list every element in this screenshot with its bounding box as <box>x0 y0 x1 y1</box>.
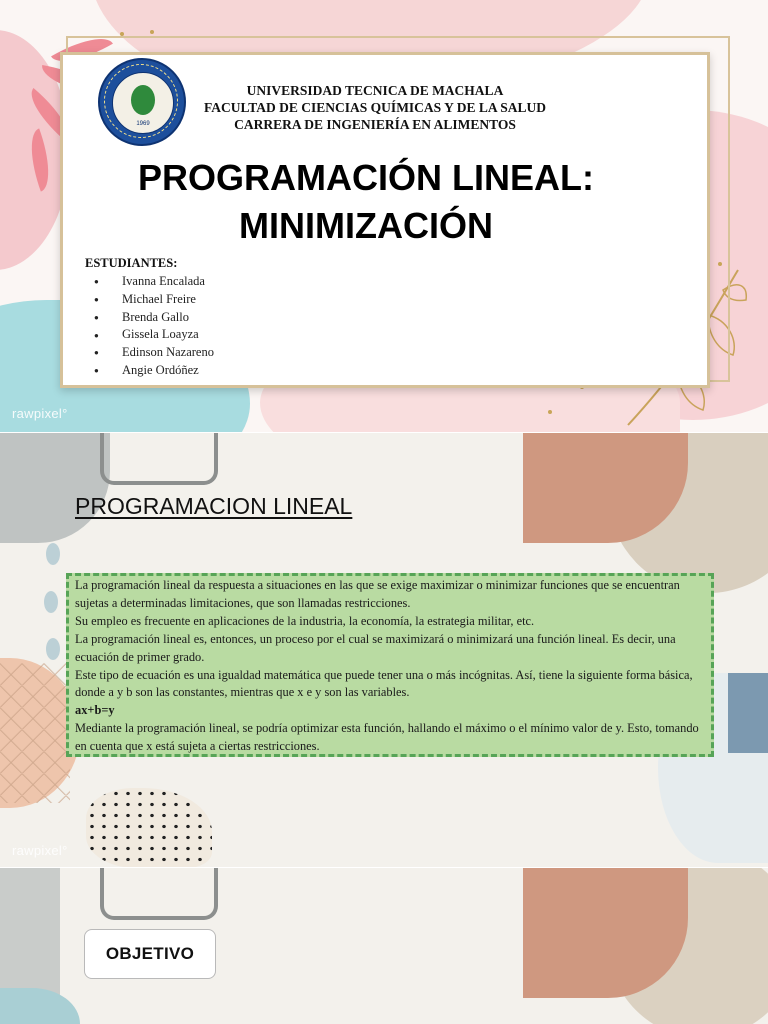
student-name: Michael Freire <box>122 291 196 306</box>
career-name: CARRERA DE INGENIERÍA EN ALIMENTOS <box>234 117 516 132</box>
decor-paper-scrap <box>0 433 110 543</box>
decor-dots-pattern <box>86 788 212 867</box>
decor-blue-dot <box>46 638 60 660</box>
student-name: Angie Ordóñez <box>122 362 199 377</box>
watermark: rawpixel° <box>12 406 68 421</box>
bullet-icon: ● <box>94 277 99 287</box>
content-box <box>66 573 714 757</box>
student-name: Edinson Nazareno <box>122 345 214 360</box>
bullet-icon: ● <box>94 366 99 376</box>
list-item <box>94 326 214 344</box>
list-item <box>94 362 214 380</box>
list-item <box>94 344 214 362</box>
university-seal-icon <box>98 58 186 146</box>
bullet-icon: ● <box>94 312 99 322</box>
bullet-icon: ● <box>94 348 99 358</box>
paragraph: Su empleo es frecuente en aplicaciones de la industria, la economía, la estrategia militar, etc. <box>75 613 535 628</box>
seal-inner <box>112 72 174 134</box>
decor-sea-image <box>728 673 768 753</box>
title-slide <box>0 0 768 432</box>
students-label: ESTUDIANTES: <box>85 256 178 270</box>
students-list <box>94 273 214 380</box>
seal-globe-icon <box>131 85 155 115</box>
watermark: rawpixel° <box>12 843 68 858</box>
student-name: Ivanna Encalada <box>122 274 205 288</box>
list-item <box>94 309 214 327</box>
student-name: Brenda Gallo <box>122 309 189 324</box>
formula: ax+b=y <box>75 703 115 718</box>
content-slide <box>0 433 768 867</box>
paragraph: Este tipo de ecuación es una igualdad matemática que puede tener una o más incógnitas. Así, tiene la siguiente forma básica, donde a y b son las constantes, mientras que x e y son las variables. <box>75 667 693 700</box>
decor-blue-dot <box>44 591 58 613</box>
university-name: UNIVERSIDAD TECNICA DE MACHALA <box>246 83 504 98</box>
page-title-line1: PROGRAMACIÓN LINEAL: <box>138 157 594 198</box>
list-item <box>94 273 214 291</box>
objective-button[interactable]: OBJETIVO <box>84 929 216 979</box>
decor-grid-pattern <box>0 663 70 803</box>
decor-gold-dot <box>548 410 552 414</box>
bullet-icon: ● <box>94 295 99 305</box>
faculty-name: FACULTAD DE CIENCIAS QUÍMICAS Y DE LA SALUD <box>204 100 546 115</box>
page-title-line2: MINIMIZACIÓN <box>239 205 493 246</box>
decor-bracket <box>100 868 218 920</box>
seal-year: 1969 <box>136 121 150 127</box>
paragraph: La programación lineal es, entonces, un proceso por el cual se maximizará o minimizará una función lineal. Es decir, una ecuación de primer grado. <box>75 631 676 664</box>
list-item <box>94 291 214 309</box>
decor-gold-dot <box>150 30 154 34</box>
paragraph: Mediante la programación lineal, se podría optimizar esta función, hallando el máximo o el mínimo valor de y. Esto, tomando en cuenta que x está sujeta a ciertas restricciones. <box>75 721 699 754</box>
objective-slide <box>0 868 768 1024</box>
student-name: Gissela Loayza <box>122 327 199 342</box>
section-heading: PROGRAMACION LINEAL <box>75 493 353 519</box>
decor-blue-dot <box>46 543 60 565</box>
decor-teal-shape <box>0 988 80 1024</box>
decor-bracket <box>100 433 218 485</box>
paragraph: La programación lineal da respuesta a situaciones en las que se exige maximizar o minimizar funciones que se encuentran sujetas a determinadas limitaciones, que son llamadas restricciones. <box>75 578 680 610</box>
bullet-icon: ● <box>94 330 99 340</box>
